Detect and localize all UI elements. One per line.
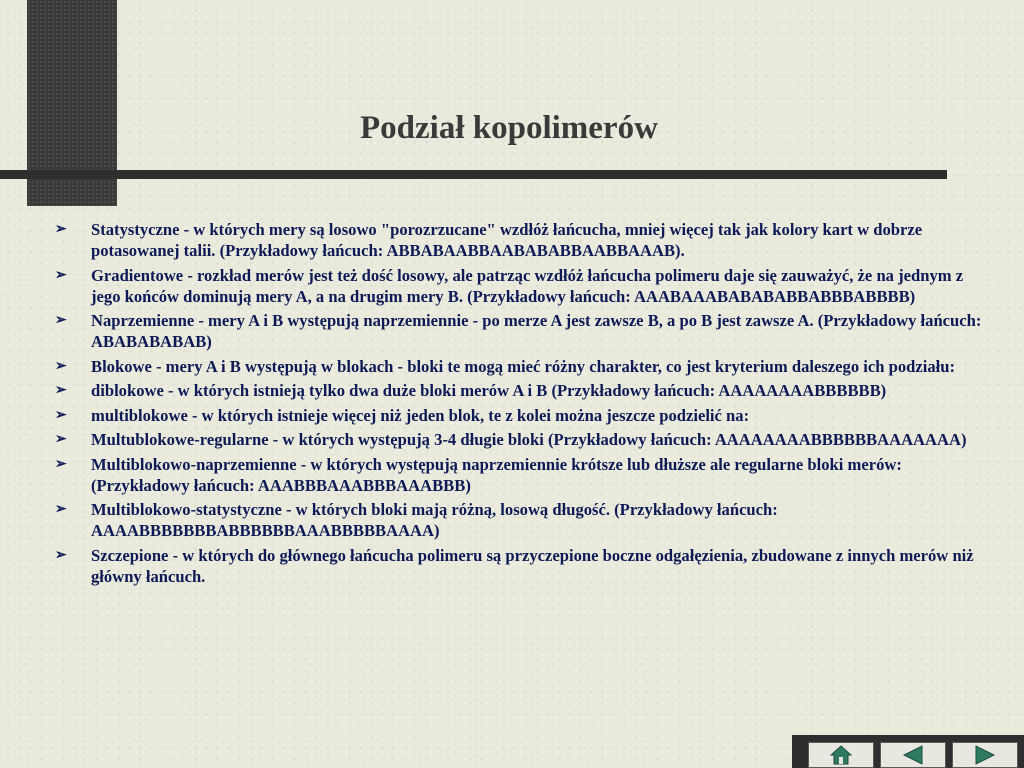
bullet-arrow-icon: ➢ bbox=[55, 267, 67, 283]
bullet-list bbox=[55, 219, 990, 590]
page-title: Podział kopolimerów bbox=[360, 110, 658, 146]
list-item: ➢ multiblokowe - w których istnieje więcej niż jeden blok, te z kolei można jeszcze podzielić na: bbox=[55, 405, 750, 425]
bullet-arrow-icon: ➢ bbox=[55, 222, 67, 237]
list-item: ➢ Statystyczne - w których mery są losowo "porozrzucane" wzdłóż łańcucha, mniej więcej tak jak kolory kart w dobrze potasowanej talii. (Przykładowy łańcuch: ABBABAABBAABABABBAABBAAAB). bbox=[55, 220, 923, 260]
triangle-right-icon bbox=[974, 745, 996, 765]
bullet-arrow-icon: ➢ bbox=[55, 502, 67, 517]
list-item: ➢ Blokowe - mery A i B występują w blokach - bloki te mogą mieć różny charakter, co jest kryterium daleszego ich podziału: bbox=[55, 356, 956, 376]
list-item: ➢ Multiblokowo-naprzemienne - w których występują naprzemiennie krótsze lub dłuższe ale regularne bloki merów: (Przykładowy łańcuch: AAABBBAAABBBAAABBB) bbox=[55, 454, 902, 495]
bullet-arrow-icon: ➢ bbox=[55, 456, 67, 472]
bullet-arrow-icon: ➢ bbox=[55, 547, 67, 563]
triangle-left-icon bbox=[902, 745, 924, 765]
bullet-arrow-icon: ➢ bbox=[55, 358, 67, 374]
list-item: ➢ diblokowe - w których istnieją tylko dwa duże bloki merów A i B (Przykładowy łańcuch: AAAAAAAABBBBBB) bbox=[55, 381, 887, 400]
list-item: ➢ Multublokowe-regularne - w których występują 3-4 długie bloki (Przykładowy łańcuch: AAAAAAAABBBBBBAAAAAAA) bbox=[55, 430, 967, 449]
next-slide-button[interactable] bbox=[952, 742, 1018, 768]
bullet-arrow-icon: ➢ bbox=[55, 432, 67, 447]
list-item: ➢ Szczepione - w których do głównego łańcucha polimeru są przyczepione boczne odgałęzienia, zbudowane z innych merów niż główny łańcuch. bbox=[55, 545, 974, 586]
bullet-arrow-icon: ➢ bbox=[55, 383, 67, 398]
home-button[interactable] bbox=[808, 742, 874, 768]
home-icon bbox=[830, 745, 852, 765]
list-item: ➢ Gradientowe - rozkład merów jest też dość losowy, ale patrząc wzdłóż łańcucha polimeru daje się zauważyć, że na jednym z jego końców dominują mery A, a na drugim mery B. (Przykładowy łańcuch: AAABAAABABABABBABBBABBBB) bbox=[55, 265, 964, 306]
previous-slide-button[interactable] bbox=[880, 742, 946, 768]
bullet-arrow-icon: ➢ bbox=[55, 313, 67, 328]
list-item: ➢ Multiblokowo-statystyczne - w których bloki mają różną, losową długość. (Przykładowy łańcuch: AAAABBBBBBBABBBBBBAAABBBBBAAAA) bbox=[55, 500, 778, 540]
bullet-arrow-icon: ➢ bbox=[55, 407, 67, 423]
list-item: ➢ Naprzemienne - mery A i B występują naprzemiennie - po merze A jest zawsze B, a po B jest zawsze A. (Przykładowy łańcuch: ABABABABAB) bbox=[55, 311, 982, 351]
title-divider bbox=[0, 170, 947, 179]
